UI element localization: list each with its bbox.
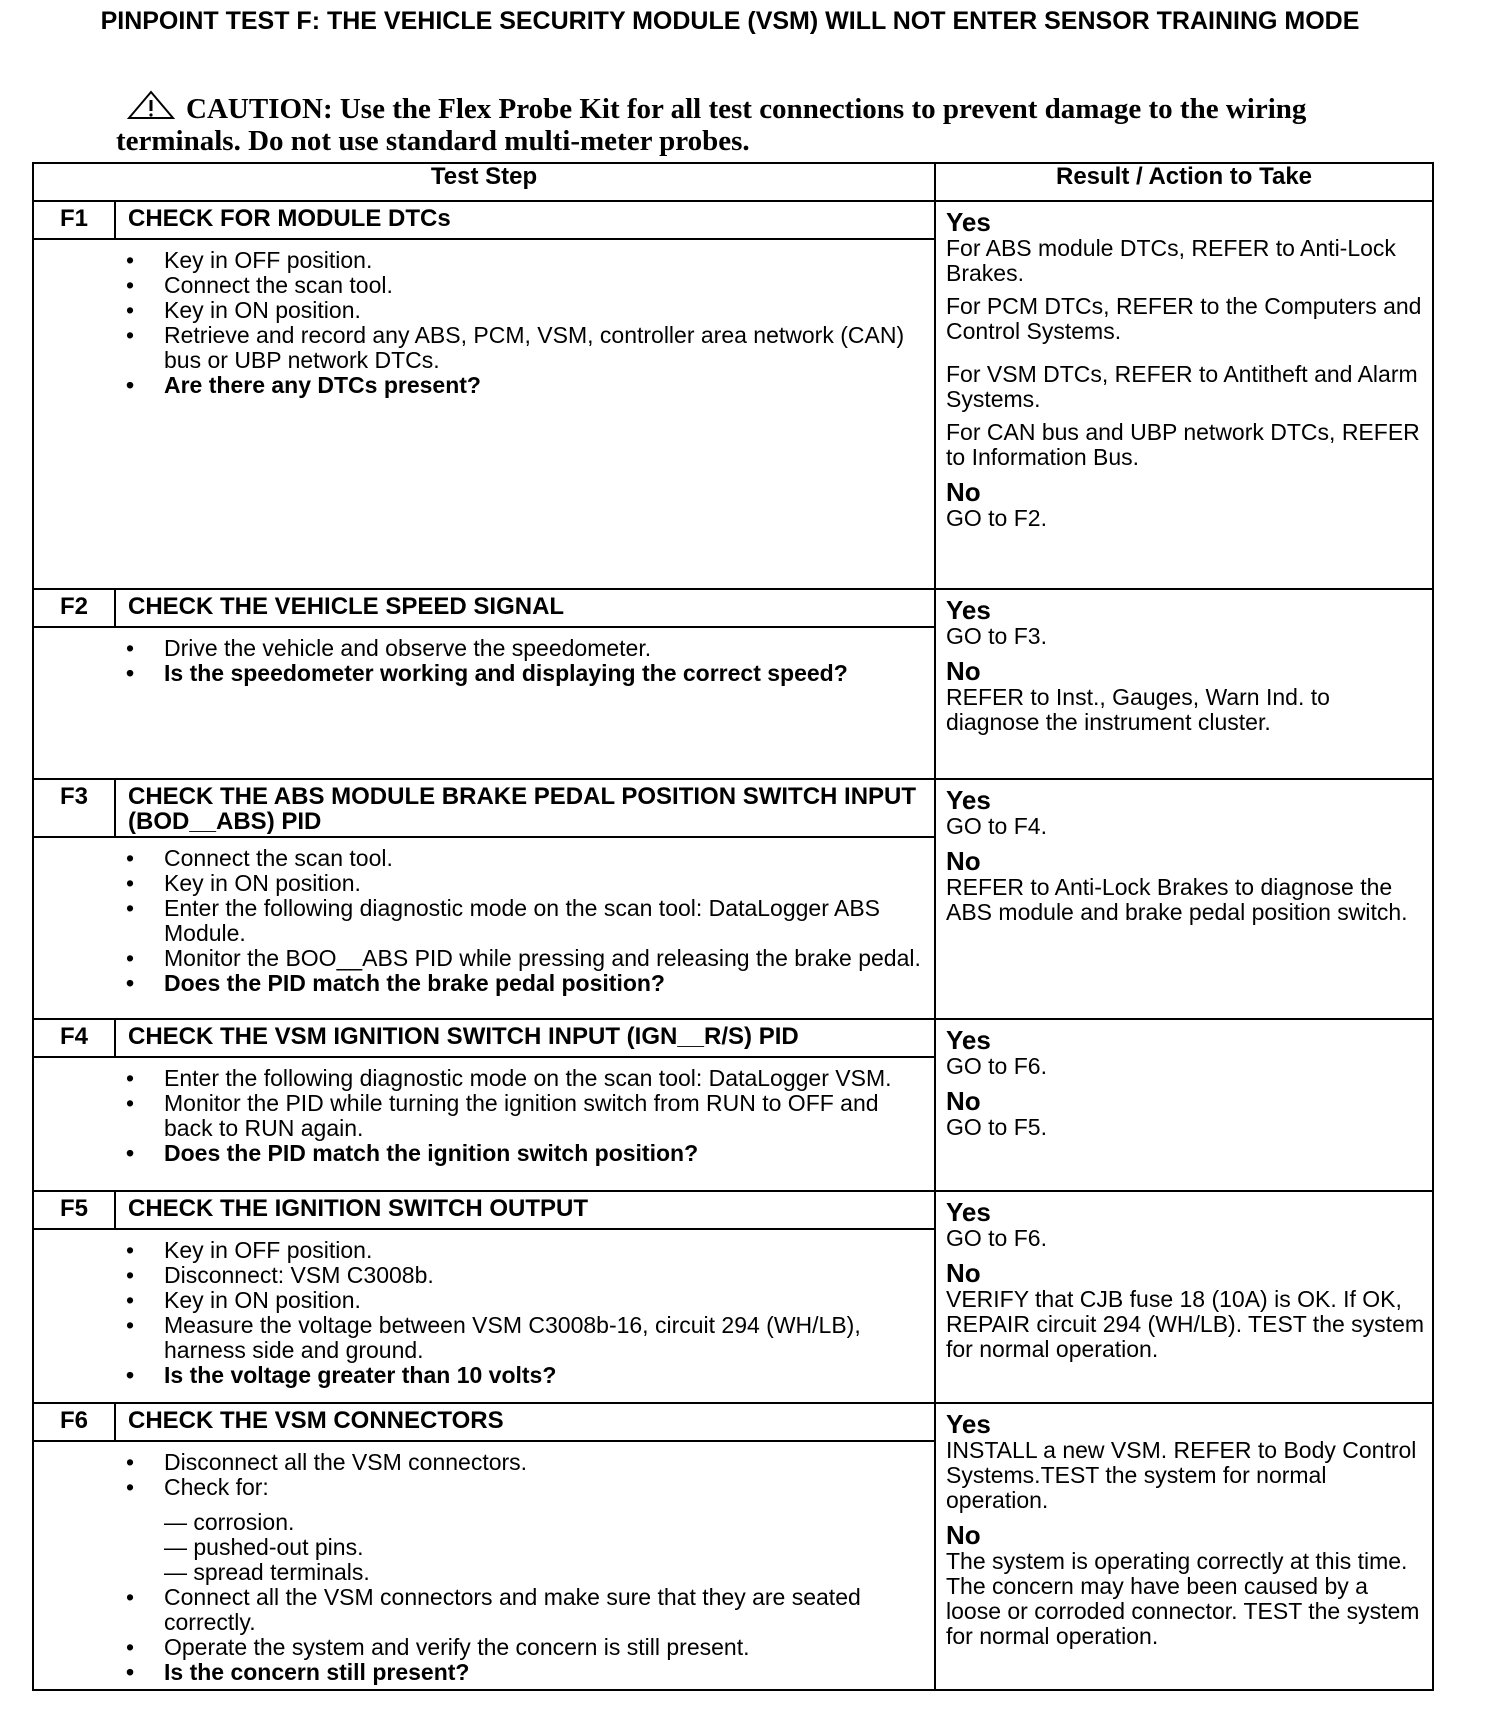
step-id: F1	[33, 201, 115, 239]
step-result	[935, 201, 1433, 589]
caution-text: CAUTION: Use the Flex Probe Kit for all test connections to prevent damage to the wiring terminals. Do not use standard multi-meter probes.	[116, 93, 1307, 157]
result-label-no: No	[946, 1520, 981, 1550]
step-result	[935, 1403, 1433, 1690]
result-label-yes: Yes	[946, 1409, 991, 1439]
step-title: CHECK THE VSM CONNECTORS	[115, 1403, 935, 1441]
step-row-f3	[33, 779, 1433, 837]
result-label-yes: Yes	[946, 1025, 991, 1055]
result-label-no: No	[946, 477, 981, 507]
step-row-f4	[33, 1019, 1433, 1057]
sub-list	[164, 1510, 924, 1585]
list-item: • Retrieve and record any ABS, PCM, VSM, controller area network (CAN) bus or UBP network DTCs.	[164, 323, 924, 373]
step-id: F5	[33, 1191, 115, 1229]
step-actions	[33, 1057, 935, 1191]
list-item: • Drive the vehicle and observe the speedometer.	[164, 636, 924, 661]
list-item: • Key in ON position.	[164, 871, 924, 896]
sub-list-item: — corrosion.	[164, 1509, 295, 1535]
step-result	[935, 589, 1433, 779]
header-result: Result / Action to Take	[935, 163, 1433, 201]
list-item: • Operate the system and verify the concern is still present.	[164, 1635, 924, 1660]
result-label-yes: Yes	[946, 1197, 991, 1227]
list-item-text: Check for:	[164, 1474, 269, 1500]
result-text: INSTALL a new VSM. REFER to Body Control Systems.TEST the system for normal operation.	[946, 1437, 1417, 1513]
step-id: F3	[33, 779, 115, 837]
list-item-question: • Does the PID match the brake pedal position?	[164, 971, 924, 996]
result-label-yes: Yes	[946, 595, 991, 625]
result-label-no: No	[946, 1258, 981, 1288]
result-text: GO to F6.	[946, 1225, 1047, 1251]
list-item: • Key in OFF position.	[164, 1238, 924, 1263]
warning-triangle-icon	[126, 90, 176, 120]
result-text: For CAN bus and UBP network DTCs, REFER to Information Bus.	[946, 419, 1420, 470]
list-item: • Connect the scan tool.	[164, 273, 924, 298]
result-text: For PCM DTCs, REFER to the Computers and Control Systems.	[946, 293, 1422, 344]
table-header-row	[33, 163, 1433, 201]
list-item-question: • Is the concern still present?	[164, 1660, 924, 1685]
result-text: The system is operating correctly at this time. The concern may have been caused by a loose or corroded connector. TEST the system for normal operation.	[946, 1548, 1420, 1649]
result-label-no: No	[946, 846, 981, 876]
step-actions	[33, 837, 935, 1019]
list-item: • Disconnect all the VSM connectors.	[164, 1450, 924, 1475]
step-title: CHECK FOR MODULE DTCs	[115, 201, 935, 239]
list-item: • Connect the scan tool.	[164, 846, 924, 871]
list-item-question: • Are there any DTCs present?	[164, 373, 924, 398]
result-text: For VSM DTCs, REFER to Antitheft and Alarm Systems.	[946, 361, 1418, 412]
result-text: REFER to Anti-Lock Brakes to diagnose the ABS module and brake pedal position switch.	[946, 874, 1408, 925]
list-item: • Key in ON position.	[164, 1288, 924, 1313]
result-label-yes: Yes	[946, 785, 991, 815]
result-text: VERIFY that CJB fuse 18 (10A) is OK. If OK, REPAIR circuit 294 (WH/LB). TEST the system for normal operation.	[946, 1286, 1425, 1362]
step-result	[935, 779, 1433, 1019]
step-result	[935, 1019, 1433, 1191]
list-item	[164, 1475, 924, 1585]
step-row-f5	[33, 1191, 1433, 1229]
list-item: • Enter the following diagnostic mode on the scan tool: DataLogger VSM.	[164, 1066, 924, 1091]
step-row-f2	[33, 589, 1433, 627]
result-text: GO to F3.	[946, 623, 1047, 649]
page-title: PINPOINT TEST F: THE VEHICLE SECURITY MODULE (VSM) WILL NOT ENTER SENSOR TRAINING MODE	[100, 7, 1360, 35]
sub-list-item: — spread terminals.	[164, 1559, 370, 1585]
step-result	[935, 1191, 1433, 1403]
step-title: CHECK THE VSM IGNITION SWITCH INPUT (IGN__R/S) PID	[115, 1019, 935, 1057]
result-label-yes: Yes	[946, 207, 991, 237]
list-item: • Monitor the PID while turning the ignition switch from RUN to OFF and back to RUN again.	[164, 1091, 924, 1141]
result-text: GO to F6.	[946, 1053, 1047, 1079]
result-text: GO to F4.	[946, 813, 1047, 839]
caution-note	[116, 90, 1376, 157]
step-actions	[33, 1229, 935, 1403]
list-item: • Enter the following diagnostic mode on the scan tool: DataLogger ABS Module.	[164, 896, 924, 946]
step-row-f6	[33, 1403, 1433, 1441]
list-item: • Connect all the VSM connectors and make sure that they are seated correctly.	[164, 1585, 924, 1635]
step-title: CHECK THE VEHICLE SPEED SIGNAL	[115, 589, 935, 627]
pinpoint-test-table	[32, 162, 1434, 1691]
result-text: For ABS module DTCs, REFER to Anti-Lock Brakes.	[946, 235, 1396, 286]
step-id: F6	[33, 1403, 115, 1441]
sub-list-item: — pushed-out pins.	[164, 1534, 364, 1560]
result-label-no: No	[946, 1086, 981, 1116]
list-item: • Measure the voltage between VSM C3008b-16, circuit 294 (WH/LB), harness side and ground.	[164, 1313, 924, 1363]
list-item: • Monitor the BOO__ABS PID while pressing and releasing the brake pedal.	[164, 946, 924, 971]
step-actions	[33, 239, 935, 589]
list-item: • Key in ON position.	[164, 298, 924, 323]
result-text: GO to F2.	[946, 505, 1047, 531]
step-actions	[33, 627, 935, 779]
result-label-no: No	[946, 656, 981, 686]
list-item-question: • Is the speedometer working and displaying the correct speed?	[164, 661, 924, 686]
step-actions	[33, 1441, 935, 1690]
list-item: • Key in OFF position.	[164, 248, 924, 273]
list-item-question: • Is the voltage greater than 10 volts?	[164, 1363, 924, 1388]
list-item-question: • Does the PID match the ignition switch position?	[164, 1141, 924, 1166]
result-text: GO to F5.	[946, 1114, 1047, 1140]
step-row-f1	[33, 201, 1433, 239]
step-title: CHECK THE IGNITION SWITCH OUTPUT	[115, 1191, 935, 1229]
step-id: F2	[33, 589, 115, 627]
step-id: F4	[33, 1019, 115, 1057]
result-text: REFER to Inst., Gauges, Warn Ind. to diagnose the instrument cluster.	[946, 684, 1330, 735]
header-test-step: Test Step	[33, 163, 935, 201]
step-title: CHECK THE ABS MODULE BRAKE PEDAL POSITION SWITCH INPUT (BOD__ABS) PID	[115, 779, 935, 837]
list-item: • Disconnect: VSM C3008b.	[164, 1263, 924, 1288]
